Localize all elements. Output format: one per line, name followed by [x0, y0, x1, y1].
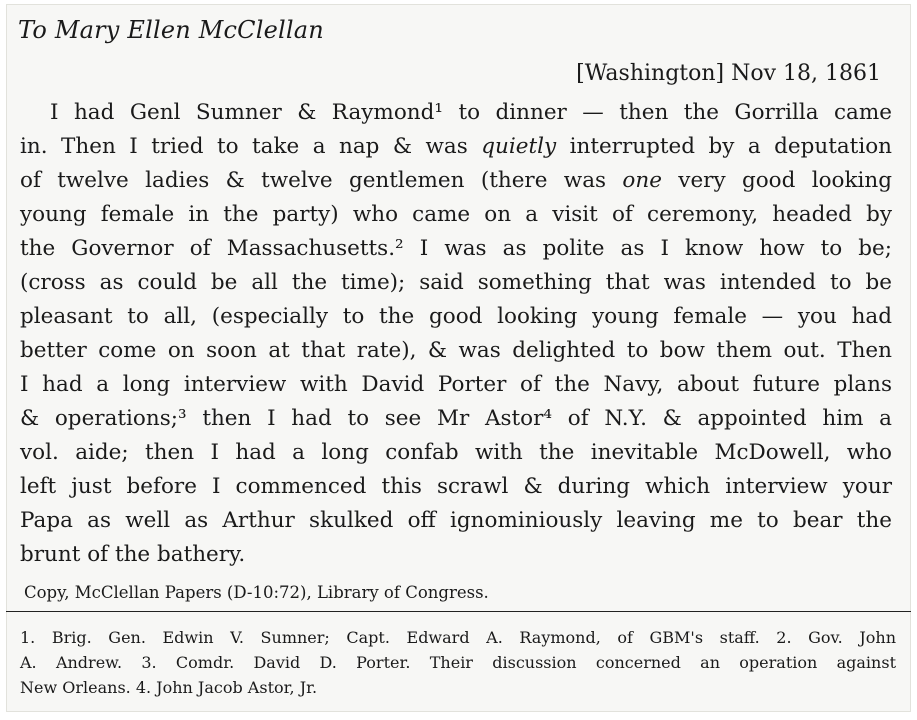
dateline: [Washington] Nov 18, 1861 [576, 61, 881, 86]
letter-line: Papa as well as Arthur skulked off ignominiously leaving me to bear the [20, 508, 892, 533]
letter-line: of twelve ladies & twelve gentlemen (there was one very good looking [20, 168, 892, 193]
document-clipping [6, 4, 911, 712]
letter-body [20, 96, 892, 572]
footnote-line: A. Andrew. 3. Comdr. David D. Porter. Their discussion concerned an operation against [20, 653, 896, 672]
letter-line: brunt of the bathery. [20, 542, 246, 567]
footnote-divider [6, 611, 911, 612]
source-citation: Copy, McClellan Papers (D-10:72), Library of Congress. [24, 583, 489, 602]
letter-line: better come on soon at that rate), & was delighted to bow them out. Then [20, 338, 892, 363]
letter-title: To Mary Ellen McClellan [18, 16, 324, 44]
letter-line: young female in the party) who came on a visit of ceremony, headed by [20, 202, 892, 227]
letter-line: I had a long interview with David Porter of the Navy, about future plans [20, 372, 892, 397]
letter-line: & operations;³ then I had to see Mr Astor⁴ of N.Y. & appointed him a [20, 406, 892, 431]
footnote-line: 1. Brig. Gen. Edwin V. Sumner; Capt. Edward A. Raymond, of GBM's staff. 2. Gov. John [20, 628, 896, 647]
letter-line: the Governor of Massachusetts.² I was as polite as I know how to be; [20, 236, 892, 261]
footnote-line: New Orleans. 4. John Jacob Astor, Jr. [20, 678, 318, 697]
letter-line: (cross as could be all the time); said something that was intended to be [20, 270, 892, 295]
letter-line: I had Genl Sumner & Raymond¹ to dinner — then the Gorrilla came [50, 100, 892, 125]
letter-line: pleasant to all, (especially to the good looking young female — you had [20, 304, 892, 329]
letter-line: left just before I commenced this scrawl & during which interview your [20, 474, 892, 499]
letter-line: vol. aide; then I had a long confab with the inevitable McDowell, who [20, 440, 892, 465]
footnotes [20, 625, 896, 700]
letter-line: in. Then I tried to take a nap & was quietly interrupted by a deputation [20, 134, 892, 159]
